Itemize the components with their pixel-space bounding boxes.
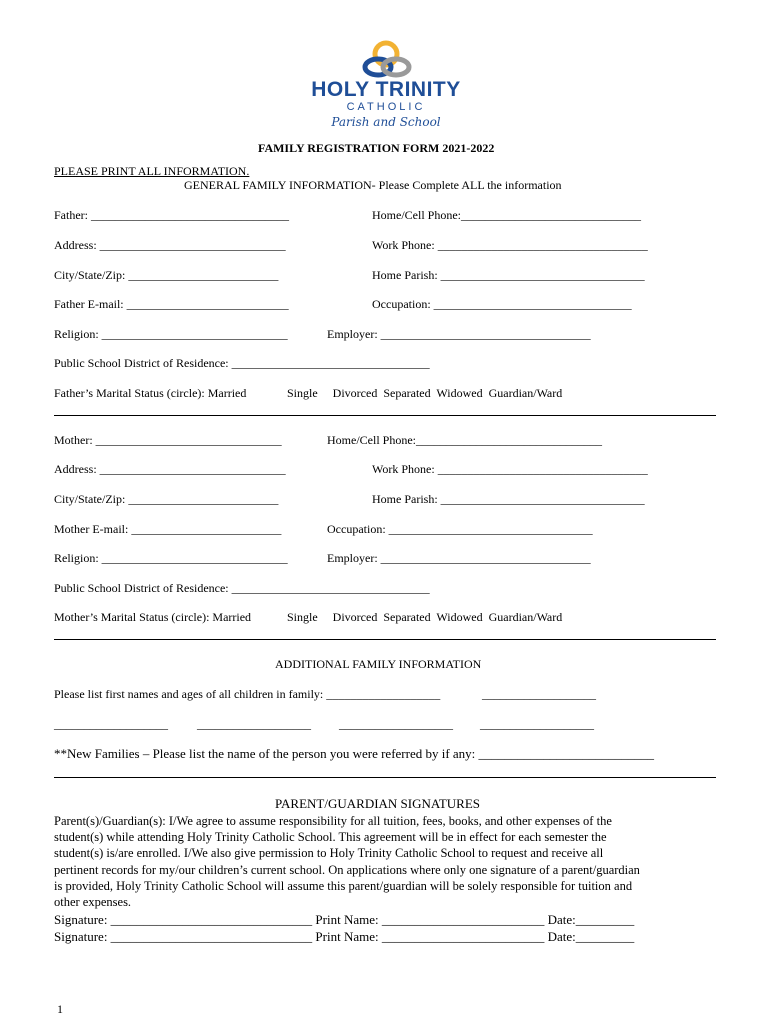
mother-employer-field[interactable]: Employer: ___________________________________ [327, 551, 591, 565]
mother-address-field[interactable]: Address: _______________________________ [54, 462, 286, 476]
agreement-line: student(s) while attending Holy Trinity Catholic School. This agreement will be in effect for each semester the [54, 830, 607, 845]
signature-line-2[interactable]: Signature: _______________________________ Print Name: _________________________ Date:_________ [54, 929, 635, 944]
father-religion-field[interactable]: Religion: _______________________________ [54, 327, 288, 341]
form-title: FAMILY REGISTRATION FORM 2021-2022 [258, 141, 495, 155]
agreement-paragraph [54, 813, 719, 910]
mother-school-district-field[interactable]: Public School District of Residence: _________________________________ [54, 581, 430, 595]
school-logo [300, 40, 472, 132]
child-blank-field[interactable]: ___________________ [197, 717, 311, 731]
father-name-field[interactable]: Father: _________________________________ [54, 208, 289, 222]
father-occupation-field[interactable]: Occupation: _________________________________ [372, 297, 632, 311]
father-home-phone-field[interactable]: Home/Cell Phone:______________________________ [372, 208, 641, 222]
agreement-line: Parent(s)/Guardian(s): I/We agree to assume responsibility for all tuition, fees, books, and other expenses of the [54, 814, 612, 828]
agreement-line: student(s) is/are enrolled. I/We also give permission to Holy Trinity Catholic School to request and receive all [54, 846, 604, 861]
father-marital-options[interactable]: Single Divorced Separated Widowed Guardian/Ward [287, 386, 563, 400]
signature-line-1[interactable]: Signature: _______________________________ Print Name: _________________________ Date:_________ [54, 912, 635, 927]
page-number: 1 [57, 1002, 63, 1016]
mother-marital-options[interactable]: Single Divorced Separated Widowed Guardian/Ward [287, 610, 563, 624]
signatures-heading: PARENT/GUARDIAN SIGNATURES [275, 796, 481, 811]
father-work-phone-field[interactable]: Work Phone: ___________________________________ [372, 238, 648, 252]
father-city-field[interactable]: City/State/Zip: _________________________ [54, 268, 279, 282]
agreement-line: other expenses. [54, 895, 132, 910]
children-field[interactable]: Please list first names and ages of all children in family: ___________________ [54, 687, 441, 701]
child-blank-field[interactable]: ___________________ [480, 717, 594, 731]
child-blank-field[interactable]: ___________________ [339, 717, 453, 731]
print-notice: PLEASE PRINT ALL INFORMATION. [54, 164, 250, 178]
section-divider [54, 415, 716, 416]
agreement-line: is provided, Holy Trinity Catholic School will assume this parent/guardian will be solely responsible for tuition and [54, 878, 633, 893]
mother-occupation-field[interactable]: Occupation: __________________________________ [327, 522, 593, 536]
father-home-parish-field[interactable]: Home Parish: __________________________________ [372, 268, 645, 282]
mother-religion-field[interactable]: Religion: _______________________________ [54, 551, 288, 565]
mother-name-field[interactable]: Mother: _______________________________ [54, 433, 282, 447]
mother-marital-label: Mother’s Marital Status (circle): Married [54, 610, 252, 624]
mother-email-field[interactable]: Mother E-mail: _________________________ [54, 522, 282, 536]
child-blank-field[interactable]: ___________________ [482, 687, 596, 701]
father-email-field[interactable]: Father E-mail: ___________________________ [54, 297, 289, 311]
mother-work-phone-field[interactable]: Work Phone: ___________________________________ [372, 462, 648, 476]
general-heading: GENERAL FAMILY INFORMATION- Please Complete ALL the information [184, 178, 562, 192]
agreement-line: pertinent records for my/our children’s current school. On applications where only one signature of a parent/guardian [54, 862, 640, 877]
trinity-knot-icon [300, 40, 472, 80]
additional-heading: ADDITIONAL FAMILY INFORMATION [275, 657, 482, 671]
section-divider [54, 639, 716, 640]
father-marital-label: Father’s Marital Status (circle): Married [54, 386, 247, 400]
logo-name: HOLY TRINITY [311, 78, 461, 101]
referral-field[interactable]: **New Families – Please list the name of the person you were referred by if any: ___________________________ [54, 746, 655, 761]
mother-home-parish-field[interactable]: Home Parish: __________________________________ [372, 492, 645, 506]
mother-city-field[interactable]: City/State/Zip: _________________________ [54, 492, 279, 506]
section-divider [54, 777, 716, 778]
child-blank-field[interactable]: ___________________ [54, 717, 168, 731]
father-employer-field[interactable]: Employer: ___________________________________ [327, 327, 591, 341]
logo-tagline: Parish and School [331, 115, 441, 129]
logo-subname: CATHOLIC [346, 101, 426, 113]
father-school-district-field[interactable]: Public School District of Residence: _________________________________ [54, 356, 430, 370]
mother-home-phone-field[interactable]: Home/Cell Phone:_______________________________ [327, 433, 602, 447]
father-address-field[interactable]: Address: _______________________________ [54, 238, 286, 252]
